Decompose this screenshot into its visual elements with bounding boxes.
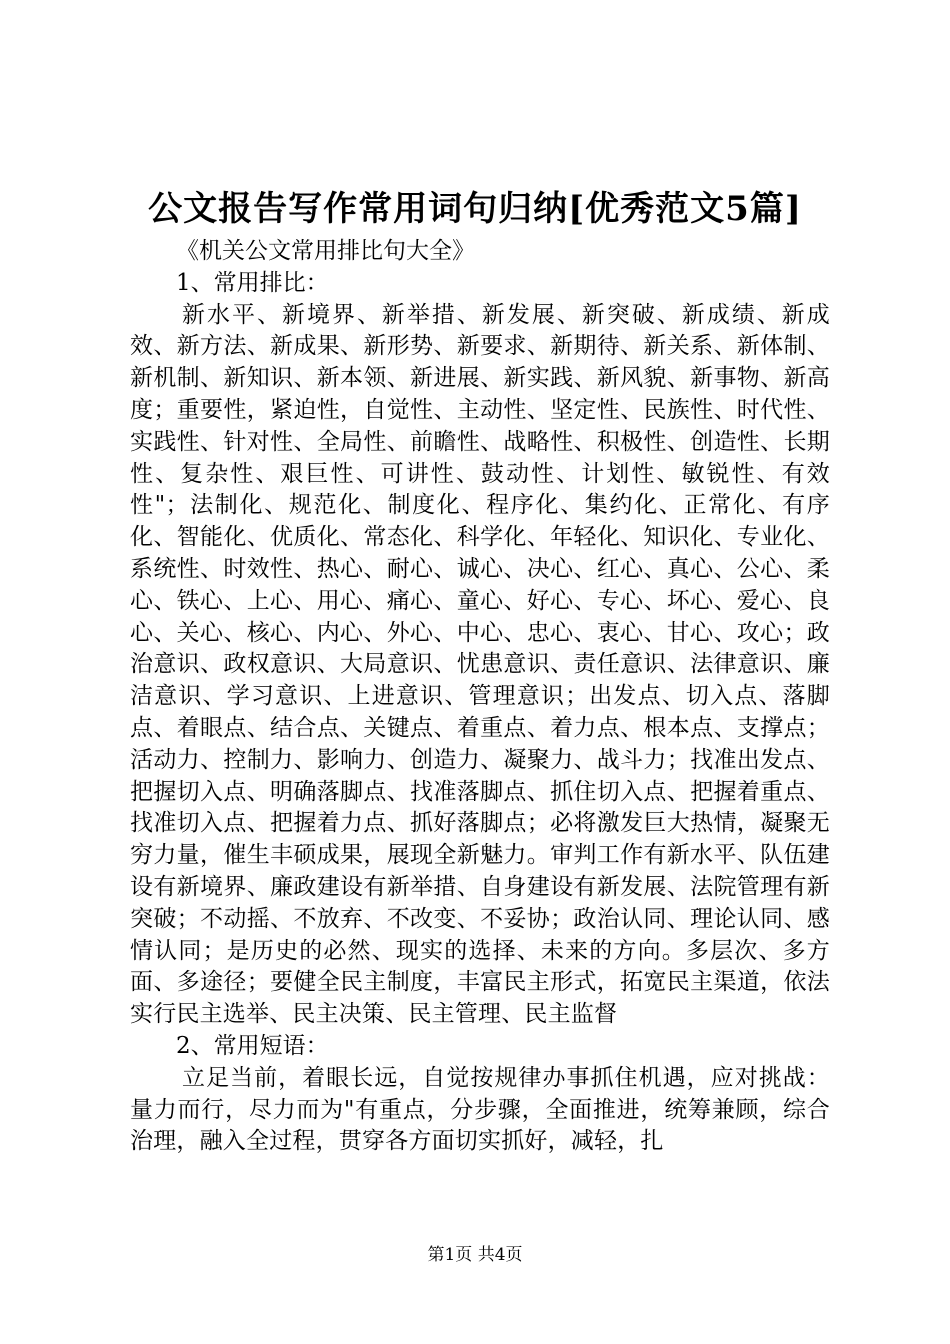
page-footer: 第1页 共4页: [427, 1245, 523, 1265]
document-body: [130, 236, 830, 1158]
section2-paragraph: 立足当前，着眼长远，自觉按规律办事抓住机遇，应对挑战：量力而行，尽力而为"有重点，分步骤，全面推进，统筹兼顾，综合治理，融入全过程，贯穿各方面切实抓好，减轻，扎: [130, 1064, 830, 1155]
document-title: 公文报告写作常用词句归纳[优秀范文5篇]: [148, 189, 802, 229]
section1-paragraph: 新水平、新境界、新举措、新发展、新突破、新成绩、新成效、新方法、新成果、新形势、新要求、新期待、新关系、新体制、新机制、新知识、新本领、新进展、新实践、新风貌、新事物、新高度；重要性，紧迫性，自觉性、主动性、坚定性、民族性、时代性、实践性、针对性、全局性、前瞻性、战略性、积极性、创造性、长期性、复杂性、艰巨性、可讲性、鼓动性、计划性、敏锐性、有效性"；法制化、规范化、制度化、程序化、集约化、正常化、有序化、智能化、优质化、常态化、科学化、年轻化、知识化、专业化、系统性、时效性、热心、耐心、诚心、决心、红心、真心、公心、柔心、铁心、上心、用心、痛心、童心、好心、专心、坏心、爱心、良心、关心、核心、内心、外心、中心、忠心、衷心、甘心、攻心；政治意识、政权意识、大局意识、忧患意识、责任意识、法律意识、廉洁意识、学习意识、上进意识、管理意识；出发点、切入点、落脚点、着眼点、结合点、关键点、着重点、着力点、根本点、支撑点；活动力、控制力、影响力、创造力、凝聚力、战斗力；找准出发点、把握切入点、明确落脚点、找准落脚点、抓住切入点、把握着重点、找准切入点、把握着力点、抓好落脚点；必将激发巨大热情，凝聚无穷力量，催生丰硕成果，展现全新魅力。审判工作有新水平、队伍建设有新境界、廉政建设有新举措、自身建设有新发展、法院管理有新突破；不动摇、不放弃、不改变、不妥协；政治认同、理论认同、感情认同；是历史的必然、现实的选择、未来的方向。多层次、多方面、多途径；要健全民主制度，丰富民主形式，拓宽民主渠道，依法实行民主选举、民主决策、民主管理、民主监督: [130, 301, 830, 1028]
section2-heading: 2、常用短语：: [176, 1032, 329, 1059]
section1-heading: 1、常用排比：: [176, 269, 329, 296]
subtitle: 《机关公文常用排比句大全》: [176, 238, 475, 264]
